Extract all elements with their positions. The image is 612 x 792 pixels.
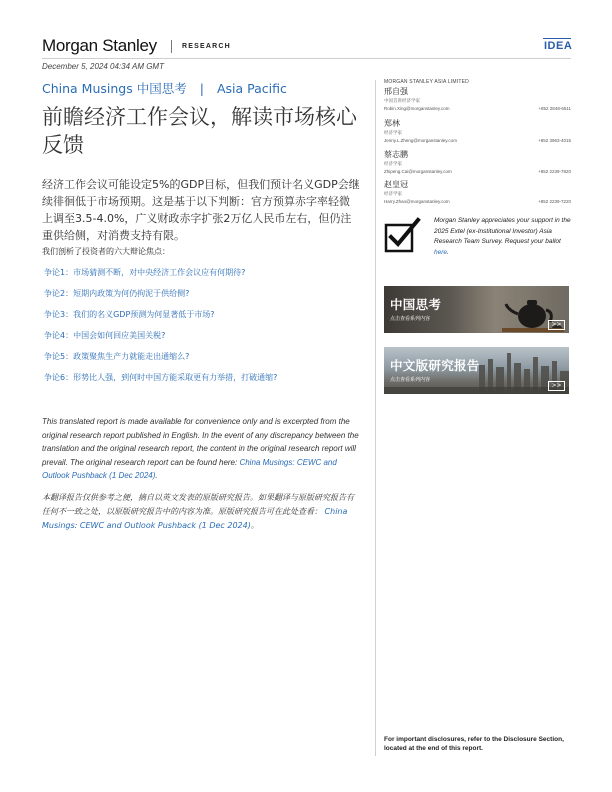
banner-subtitle: 点击查看系列内容 [390, 316, 431, 322]
analyst-phone: +852 2239-7220 [538, 199, 571, 204]
chinese-reports-banner[interactable] [384, 347, 569, 394]
research-label: RESEARCH [182, 43, 231, 50]
survey-note [434, 216, 572, 258]
analyst-contact [384, 168, 572, 175]
header-rule [42, 58, 571, 59]
debate-link[interactable]: 争论3：我们的名义GDP预测为何显著低于市场? [44, 310, 215, 319]
column-divider [375, 80, 376, 756]
analyst-card [384, 119, 572, 144]
analyst-phone: +852 3963-4015 [538, 138, 571, 143]
publish-date: December 5, 2024 04:34 AM GMT [42, 62, 164, 71]
banner-title: 中文版研究报告 [390, 358, 480, 373]
report-title: 前瞻经济工作会议，解读市场核心反馈 [42, 105, 357, 157]
debate-link[interactable]: 争论2：短期内政策为何仍拘泥于供给侧? [44, 289, 190, 298]
disclaimer-end: 。 [250, 521, 259, 530]
analyst-role: 经济学家 [384, 131, 402, 136]
china-musings-banner[interactable] [384, 286, 569, 333]
debates-list [44, 267, 364, 393]
debate-link[interactable]: 争论5：政策聚焦生产力就能走出通缩么? [44, 352, 190, 361]
lead-paragraph: 经济工作会议可能设定5%的GDP目标，但我们预计名义GDP会继续徘徊低于市场预期。这是基于以下判断：官方预算赤字率轻微上调至3.5-4.0%，广义财政赤字扩张2万亿人民币左右，但仍注重供给侧，对消费支持有限。 [42, 178, 360, 242]
analyst-contact [384, 105, 572, 112]
analyst-name: 赵皇冠 [384, 180, 408, 189]
banner-subtitle: 点击查看系列内容 [390, 377, 431, 383]
debates-heading: 我们剖析了投资者的六大辩论焦点： [42, 247, 170, 256]
analyst-contact [384, 137, 572, 144]
original-report-link[interactable]: China Musings: CEWC and Outlook Pushback (1 Dec 2024) [42, 507, 348, 530]
idea-badge: IDEA [544, 40, 573, 52]
analyst-name: 郑林 [384, 119, 400, 128]
analyst-email[interactable]: Harry.Zhao@morganstanley.com [384, 199, 450, 204]
analyst-phone: +852 2239-7820 [538, 169, 571, 174]
morgan-stanley-logo: Morgan Stanley [42, 36, 157, 55]
survey-end: . [447, 248, 449, 256]
survey-text: Morgan Stanley appreciates your support in the 2025 Extel (ex-Institutional Investor) Asia Research Team Survey. Request your ballot [434, 217, 571, 245]
analyst-email[interactable]: Jenny.L.Zheng@morganstanley.com [384, 138, 457, 143]
analyst-name: 蔡志鹏 [384, 150, 408, 159]
original-report-link[interactable]: China Musings: CEWC and Outlook Pushback (1 Dec 2024) [42, 457, 337, 480]
banner-arrow-button[interactable]: >> [548, 381, 565, 391]
analyst-role: 经济学家 [384, 162, 402, 167]
analyst-contact [384, 198, 572, 205]
chinese-disclaimer [42, 491, 360, 533]
banner-arrow-button[interactable]: >> [548, 320, 565, 330]
analyst-card [384, 150, 572, 175]
series-separator: | [199, 81, 204, 96]
series-name[interactable]: China Musings 中国思考 [42, 81, 187, 96]
ballot-checkmark-icon [384, 217, 422, 255]
analyst-name: 邢自强 [384, 87, 408, 96]
english-disclaimer [42, 415, 360, 483]
analyst-role: 中国首席经济学家 [384, 99, 420, 104]
debate-link[interactable]: 争论4：中国会如何回应美国关税? [44, 331, 166, 340]
ballot-link[interactable]: here [434, 248, 448, 256]
idea-badge-rule [543, 38, 571, 39]
region-name[interactable]: Asia Pacific [216, 81, 287, 96]
disclosure-note: For important disclosures, refer to the Disclosure Section, located at the end of this report. [384, 736, 564, 752]
analyst-email[interactable]: Robin.Xing@morganstanley.com [384, 106, 450, 111]
analyst-email[interactable]: Zhipeng.Cai@morganstanley.com [384, 169, 452, 174]
disclaimer-text: This translated report is made available for convenience only and is excerpted from the original research report published in English. In the event of any discrepancy between the translation and the original research report, the content in the original research report will prevail. The original research report can be found here: [42, 417, 359, 467]
debate-link[interactable]: 争论6：形势比人强，到何时中国方能采取更有力举措，打破通缩? [44, 373, 278, 382]
analyst-card [384, 87, 572, 112]
analyst-phone: +852 2848-6511 [538, 106, 571, 111]
debate-link[interactable]: 争论1：市场猜测不断，对中央经济工作会议应有何期待? [44, 268, 246, 277]
series-line [42, 79, 287, 97]
analyst-card [384, 180, 572, 205]
disclaimer-text: 本翻译报告仅供参考之便，摘自以英文发表的原版研究报告。如果翻译与原版研究报告有任何不一致之处，以原版研究报告中的内容为准。原版研究报告可在此处查看： [42, 493, 354, 516]
firm-name: MORGAN STANLEY ASIA LIMITED [384, 79, 469, 85]
banner-title: 中国思考 [390, 297, 442, 312]
logo-divider [171, 40, 172, 53]
disclaimer-end: . [155, 471, 158, 480]
analyst-role: 经济学家 [384, 192, 402, 197]
